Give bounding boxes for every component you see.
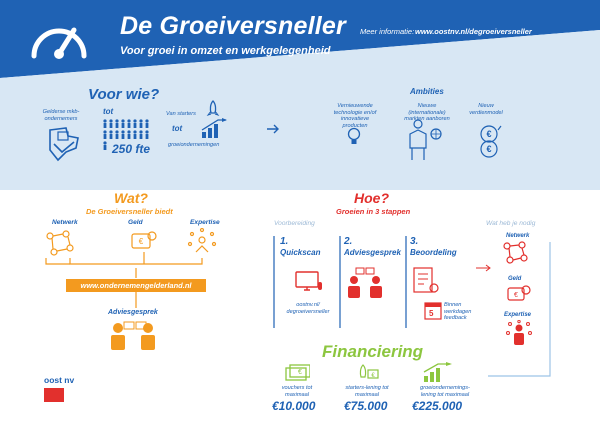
fin-item1-amount: €10.000: [272, 399, 316, 413]
fin-item2-label: starters-lening tot maximaal: [345, 385, 389, 398]
nodig-netwerk-label: Netwerk: [506, 233, 530, 239]
svg-text:€: €: [371, 373, 375, 379]
wat-adviesgesprek-label: Adviesgesprek: [108, 309, 158, 316]
ambities-heading: Ambities: [410, 87, 444, 96]
feedback-label: Binnen werkdagen feedback: [444, 302, 472, 322]
wat-subheading: De Groeiversneller biedt: [86, 207, 173, 216]
page-subtitle: Voor groei in omzet en werkgelegenheid: [120, 45, 331, 57]
hoe-heading: Hoe?: [354, 190, 389, 206]
wat-expertise-label: Expertise: [190, 219, 220, 226]
step3-number: 3.: [410, 236, 419, 247]
growth-chart-icon: [200, 118, 230, 140]
fin-item3-amount: €225.000: [412, 399, 463, 413]
adviesgesprek-icon: [346, 266, 386, 302]
svg-text:€: €: [298, 369, 302, 376]
ambitie-2-label: Nieuwe (internationale) markten aanboren: [404, 103, 450, 123]
financiering-heading: Financiering: [322, 342, 424, 361]
oostnv-logo-mark: [44, 388, 64, 402]
fin-item2-amount: €75.000: [344, 399, 388, 413]
info-label: Meer informatie:: [360, 27, 415, 36]
step1-number: 1.: [280, 236, 289, 247]
fin-item3-label: groeiondernemings-lening tot maximaal: [420, 385, 470, 398]
lightbulb-icon: [346, 126, 362, 148]
page-title: De Groeiversneller: [120, 12, 346, 40]
nodig-expertise-icon: [506, 320, 532, 348]
wat-url-button[interactable]: www.ondernemengelderland.nl: [66, 279, 206, 292]
euro-coins-icon: [476, 124, 502, 158]
network-icon: [47, 231, 73, 255]
gelderse-label: Gelderse mkb-ondernemers: [42, 109, 80, 122]
meeting-people-icon: [108, 320, 164, 354]
arrow-right-icon: [266, 124, 280, 134]
starter-icon: [354, 364, 380, 384]
money-icon: [132, 232, 156, 248]
nodig-geld-label: Geld: [508, 276, 522, 282]
wat-connector-lines: [98, 268, 178, 318]
nodig-money-icon: [506, 284, 532, 304]
tot-label-2: tot: [172, 124, 183, 133]
ambitie-3-label: Nieuw verdienmodel: [469, 103, 503, 116]
oostnv-logo-text: oost nv: [44, 375, 75, 385]
gelderland-map-icon: [44, 126, 84, 162]
document-check-icon: [412, 266, 442, 298]
ambitie-1-label: Vernieuwende technologie en/of innovatieve producten: [333, 103, 377, 130]
speedometer-icon: [28, 10, 90, 62]
voorbereiding-label: Voorbereiding: [274, 220, 315, 227]
businessman-globe-icon: [404, 118, 444, 162]
step1-url: oostnv.nl/ degroeiversneller: [286, 302, 330, 315]
voor-wie-heading: Voor wie?: [88, 86, 160, 103]
rocket-icon: [206, 100, 220, 118]
starters-label: Van starters: [166, 111, 196, 117]
voucher-icon: [284, 364, 310, 384]
step2-number: 2.: [344, 236, 353, 247]
wat-netwerk-label: Netwerk: [52, 219, 78, 226]
step1-label: Quickscan: [280, 248, 321, 257]
svg-text:€: €: [486, 144, 492, 154]
nodig-expertise-label: Expertise: [504, 312, 532, 318]
fte-value: 250 fte: [112, 142, 151, 156]
wat-heading: Wat?: [114, 190, 148, 206]
wat-icons-row: [40, 228, 220, 268]
info-url[interactable]: www.oostnv.nl/degroeiversneller: [415, 27, 532, 36]
nodig-network-icon: [502, 241, 528, 265]
expertise-icon: [189, 229, 216, 253]
svg-text:€: €: [514, 292, 518, 299]
hoe-subheading: Groeien in 3 stappen: [336, 207, 411, 216]
wat-geld-label: Geld: [128, 219, 143, 226]
groei-label: groeiondernemingen: [168, 142, 220, 148]
nodig-heading: Wat heb je nodig: [486, 220, 536, 227]
svg-text:€: €: [138, 237, 144, 246]
svg-text:€: €: [486, 129, 492, 139]
calendar-number: 5: [429, 309, 434, 318]
growth-loan-icon: [422, 362, 456, 384]
fin-item1-label: vouchers tot maximaal: [281, 385, 313, 398]
tot-label: tot: [103, 107, 114, 116]
step3-label: Beoordeling: [410, 248, 457, 257]
computer-icon: [294, 270, 324, 296]
step2-label: Adviesgesprek: [344, 248, 401, 257]
